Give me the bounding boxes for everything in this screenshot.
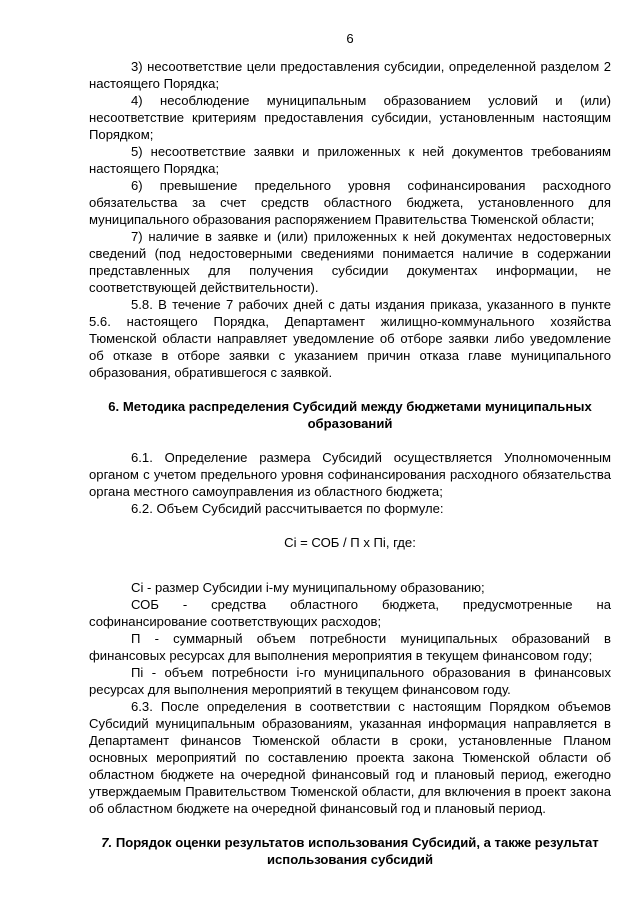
paragraph-item-4: 4) несоблюдение муниципальным образованием условий и (или) несоответствие критериям предоставления субсидии, установленным настоящим Порядком; [89, 93, 611, 142]
formula: Сi = СОБ / П x Пi, где: [284, 535, 416, 550]
definition-sob: СОБ - средства областного бюджета, предусмотренные на софинансирование соответствующих расходов; [89, 597, 611, 629]
definition-p: П - суммарный объем потребности муниципальных образований в финансовых ресурсах для выполнения мероприятия в текущем финансовом году; [89, 631, 611, 663]
document-page [89, 30, 611, 868]
section-6-heading: 6. Методика распределения Субсидий между бюджетами муниципальных образований [108, 399, 592, 431]
section-7-title: Порядок оценки результатов использования Субсидий, а также результат использования субсидий [112, 835, 599, 867]
section-7-number: 7. [101, 835, 113, 850]
paragraph-6-1: 6.1. Определение размера Субсидий осуществляется Уполномоченным органом с учетом предельного уровня софинансирования расходного обязательства органа местного самоуправления из областного бюджета; [89, 450, 611, 499]
definition-pi: Пi - объем потребности i-го муниципального образования в финансовых ресурсах для выполнения мероприятий в текущем финансовом году. [89, 665, 611, 697]
paragraph-6-3: 6.3. После определения в соответствии с настоящим Порядком объемов Субсидий муниципальным образованиям, указанная информация направляется в Департамент финансов Тюменской области в сроки, установленные Планом основных мероприятий по составлению проекта закона Тюменской области об областном бюджете на очередной финансовый год и плановый период, ежегодно утверждаемым Правительством Тюменской области, для включения в проект закона об областном бюджете на очередной финансовый год и плановый период. [89, 699, 611, 816]
paragraph-item-5: 5) несоответствие заявки и приложенных к ней документов требованиям настоящего Порядка; [89, 144, 611, 176]
paragraph-6-2: 6.2. Объем Субсидий рассчитывается по формуле: [131, 501, 444, 516]
definition-ci: Сi - размер Субсидии i-му муниципальному образованию; [131, 580, 485, 595]
paragraph-5-8: 5.8. В течение 7 рабочих дней с даты издания приказа, указанного в пункте 5.6. настоящего Порядка, Департамент жилищно-коммунального хозяйства Тюменской области направляет уведомление об отборе заявки либо уведомление об отказе в отборе заявки с указанием причин отказа главе муниципального образования, обратившегося с заявкой. [89, 297, 611, 380]
paragraph-item-6: 6) превышение предельного уровня софинансирования расходного обязательства за счет средств областного бюджета, установленного для муниципального образования распоряжением Правительства Тюменской области; [89, 178, 611, 227]
page-number: 6 [346, 31, 354, 46]
paragraph-item-7: 7) наличие в заявке и (или) приложенных к ней документах недостоверных сведений (под недостоверными сведениями понимается наличие в содержании представленных для получения субсидии документах информации, не соответствующей действительности). [89, 229, 611, 295]
paragraph-item-3: 3) несоответствие цели предоставления субсидии, определенной разделом 2 настоящего Порядка; [89, 59, 611, 91]
section-7-heading [89, 834, 611, 868]
